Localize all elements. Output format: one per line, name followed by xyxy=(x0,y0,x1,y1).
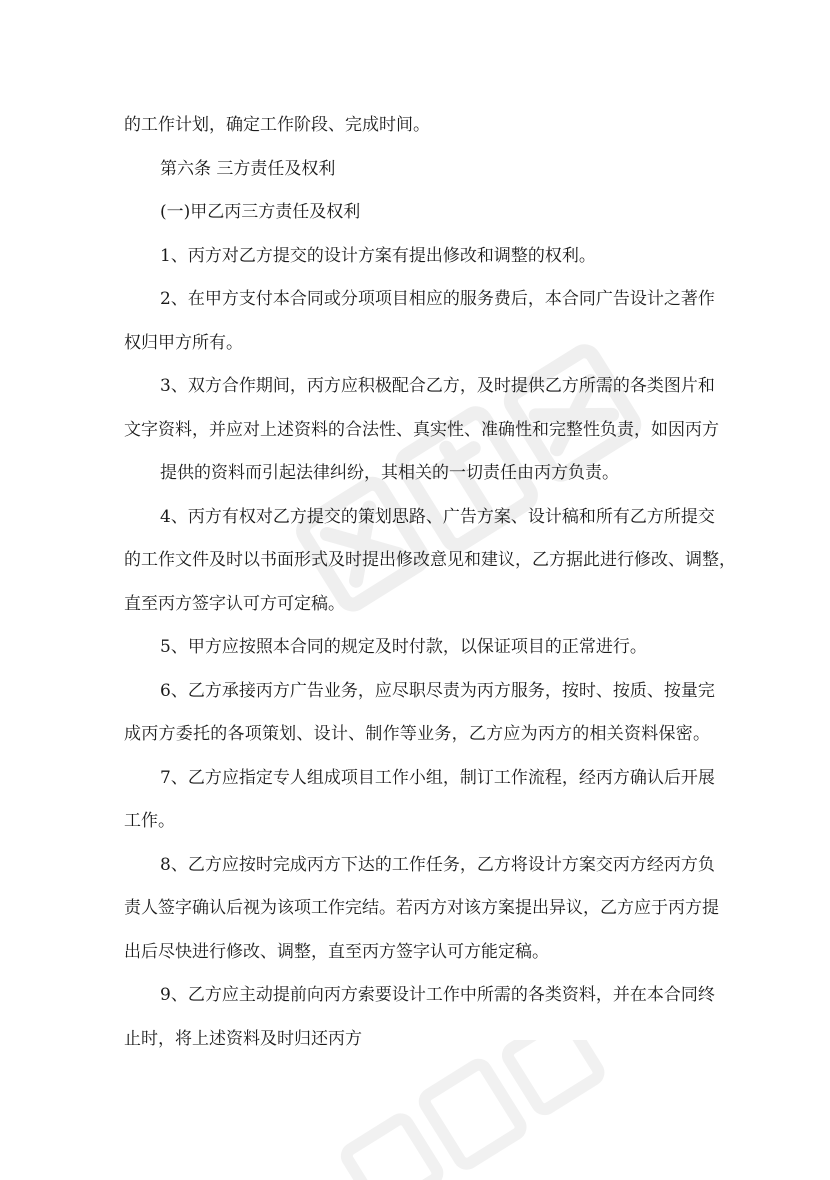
text-line: 9、乙方应主动提前向丙方索要设计工作中所需的各类资料，并在本合同终 xyxy=(160,985,715,1005)
watermark-logo-bottom xyxy=(320,1040,620,1180)
text-line: 4、丙方有权对乙方提交的策划思路、广告方案、设计稿和所有乙方所提交 xyxy=(160,506,715,527)
text-line: 的工作文件及时以书面形式及时提出修改意见和建议，乙方据此进行修改、调整， xyxy=(124,550,736,570)
text-line: 提供的资料而引起法律纠纷，其相关的一切责任由丙方负责。 xyxy=(160,463,619,483)
text-line: 出后尽快进行修改、调整，直至丙方签字认可方能定稿。 xyxy=(124,941,549,962)
text-line: (一)甲乙丙三方责任及权利 xyxy=(160,202,361,222)
text-line: 5、甲方应按照本合同的规定及时付款，以保证项目的正常进行。 xyxy=(160,637,647,657)
text-line: 止时，将上述资料及时归还丙方 xyxy=(124,1028,362,1049)
text-line: 1、丙方对乙方提交的设计方案有提出修改和调整的权利。 xyxy=(160,245,596,266)
text-line: 第六条 三方责任及权利 xyxy=(160,158,336,179)
text-line: 工作。 xyxy=(124,811,175,831)
text-line: 权归甲方所有。 xyxy=(124,332,243,353)
text-line: 8、乙方应按时完成丙方下达的工作任务，乙方将设计方案交丙方经丙方负 xyxy=(160,854,715,875)
text-line: 成丙方委托的各项策划、设计、制作等业务，乙方应为丙方的相关资料保密。 xyxy=(124,724,710,744)
text-line: 责人签字确认后视为该项工作完结。若丙方对该方案提出异议，乙方应于丙方提 xyxy=(124,898,719,918)
text-line: 3、双方合作期间，丙方应积极配合乙方，及时提供乙方所需的各类图片和 xyxy=(160,376,715,396)
text-line: 6、乙方承接丙方广告业务，应尽职尽责为丙方服务，按时、按质、按量完 xyxy=(160,680,715,701)
text-line: 2、在甲方支付本合同或分项项目相应的服务费后，本合同广告设计之著作 xyxy=(160,289,715,309)
text-line: 文字资料，并应对上述资料的合法性、真实性、准确性和完整性负责，如因丙方 xyxy=(124,419,719,440)
text-line: 直至丙方签字认可方可定稿。 xyxy=(124,593,345,614)
text-line: 7、乙方应指定专人组成项目工作小组，制订工作流程，经丙方确认后开展 xyxy=(160,767,715,788)
text-line: 的工作计划，确定工作阶段、完成时间。 xyxy=(124,115,430,135)
document-body xyxy=(124,104,736,1061)
